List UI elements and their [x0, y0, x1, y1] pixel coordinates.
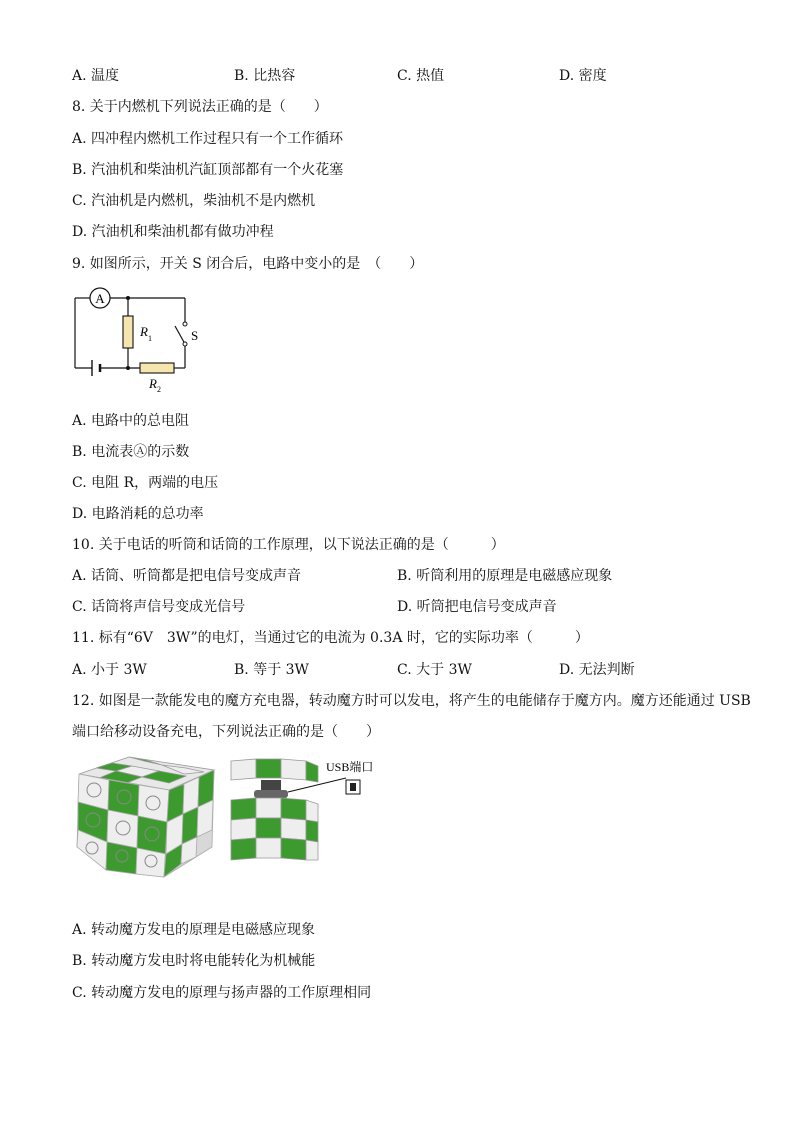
- q9-option-c: C. 电阻 R，两端的电压: [72, 475, 219, 491]
- q11-option-c: C. 大于 3W: [397, 662, 472, 678]
- usb-label: USB端口: [326, 760, 374, 774]
- q12-stem-line1: 12. 如图是一款能发电的魔方充电器，转动魔方时可以发电，将产生的电能储存于魔方内。魔方还能通过 USB: [72, 693, 751, 709]
- q11-option-a: A. 小于 3W: [72, 662, 147, 678]
- q10-option-b: B. 听筒利用的原理是电磁感应现象: [397, 568, 613, 584]
- q9-option-d: D. 电路消耗的总功率: [72, 506, 204, 522]
- q11-option-d: D. 无法判断: [559, 662, 635, 678]
- q10-option-a: A. 话筒、听筒都是把电信号变成声音: [72, 568, 302, 584]
- q8-option-d: D. 汽油机和柴油机都有做功冲程: [72, 224, 274, 240]
- q12-option-c: C. 转动魔方发电的原理与扬声器的工作原理相同: [72, 985, 372, 1001]
- ammeter-label: A: [95, 291, 105, 306]
- q10-option-d: D. 听筒把电信号变成声音: [397, 599, 557, 615]
- q12-stem-line2: 端口给移动设备充电，下列说法正确的是（ ）: [72, 724, 380, 740]
- r2-label: R: [149, 376, 157, 391]
- r1-label: R: [140, 324, 148, 339]
- q12-option-a: A. 转动魔方发电的原理是电磁感应现象: [72, 922, 316, 938]
- battery-icon: [92, 360, 100, 376]
- q9-option-b: B. 电流表Ⓐ的示数: [72, 444, 190, 460]
- q8-stem: 8. 关于内燃机下列说法正确的是（ ）: [72, 99, 328, 115]
- r2-subscript: 2: [157, 385, 161, 394]
- q7-option-b: B. 比热容: [234, 68, 296, 84]
- q7-option-d: D. 密度: [559, 68, 607, 84]
- circuit-diagram: [70, 284, 210, 394]
- q9-stem: 9. 如图所示，开关 S 闭合后，电路中变小的是 （ ）: [72, 256, 424, 272]
- r1-subscript: 1: [148, 334, 152, 343]
- q7-option-a: A. 温度: [72, 68, 120, 84]
- resistor-r1: [123, 316, 133, 348]
- q9-option-a: A. 电路中的总电阻: [72, 413, 190, 429]
- resistor-r2: [140, 363, 174, 373]
- ammeter-icon: [90, 288, 110, 308]
- q7-option-c: C. 热值: [397, 68, 445, 84]
- q10-stem: 10. 关于电话的听筒和话筒的工作原理，以下说法正确的是（ ）: [72, 537, 505, 553]
- usb-cube-image: [226, 756, 376, 868]
- q8-option-a: A. 四冲程内燃机工作过程只有一个工作循环: [72, 131, 344, 147]
- q11-stem: 11. 标有“6V 3W”的电灯，当通过它的电流为 0.3A 时，它的实际功率（ ）: [72, 630, 589, 646]
- switch-label: S: [191, 328, 199, 343]
- q10-option-c: C. 话筒将声信号变成光信号: [72, 599, 246, 615]
- q8-option-c: C. 汽油机是内燃机，柴油机不是内燃机: [72, 193, 316, 209]
- q12-option-b: B. 转动魔方发电时将电能转化为机械能: [72, 953, 316, 969]
- rubiks-cube-image: [74, 752, 219, 882]
- q8-option-b: B. 汽油机和柴油机汽缸顶部都有一个火花塞: [72, 162, 344, 178]
- q11-option-b: B. 等于 3W: [234, 662, 309, 678]
